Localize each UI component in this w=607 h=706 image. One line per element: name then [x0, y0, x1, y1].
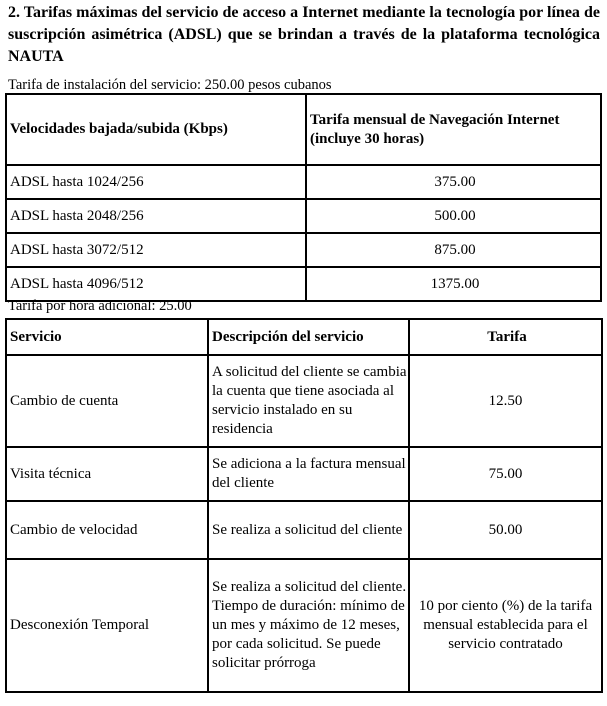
table-row	[6, 501, 602, 559]
speed-rates-table	[5, 93, 602, 302]
table-row	[6, 447, 602, 501]
service-cell: Desconexión Temporal	[6, 559, 208, 692]
rate-cell: 12.50	[409, 355, 602, 447]
service-cell: Cambio de cuenta	[6, 355, 208, 447]
description-cell: Se realiza a solicitud del cliente	[208, 501, 409, 559]
rate-cell: 875.00	[306, 233, 601, 267]
table-header-row	[6, 319, 602, 355]
rate-cell: 1375.00	[306, 267, 601, 301]
service-cell: Visita técnica	[6, 447, 208, 501]
speed-cell: ADSL hasta 1024/256	[6, 165, 306, 199]
header-service: Servicio	[6, 319, 208, 355]
header-rate: Tarifa	[409, 319, 602, 355]
table-row	[6, 233, 601, 267]
table-row	[6, 199, 601, 233]
header-description: Descripción del servicio	[208, 319, 409, 355]
table-header-row	[6, 94, 601, 165]
rate-cell: 375.00	[306, 165, 601, 199]
rate-cell: 10 por ciento (%) de la tarifa mensual establecida para el servicio contratado	[409, 559, 602, 692]
speed-cell: ADSL hasta 2048/256	[6, 199, 306, 233]
service-cell: Cambio de velocidad	[6, 501, 208, 559]
header-monthly-rate: Tarifa mensual de Navegación Internet (incluye 30 horas)	[306, 94, 601, 165]
table-row	[6, 267, 601, 301]
services-table	[5, 318, 603, 693]
rate-cell: 500.00	[306, 199, 601, 233]
description-cell: Se realiza a solicitud del cliente. Tiempo de duración: mínimo de un mes y máximo de 12 meses, por cada solicitud. Se puede solicitar prórroga	[208, 559, 409, 692]
table-row	[6, 165, 601, 199]
description-cell: Se adiciona a la factura mensual del cliente	[208, 447, 409, 501]
hourly-rate-note: Tarifa por hora adicional: 25.00	[8, 298, 192, 314]
speed-cell: ADSL hasta 3072/512	[6, 233, 306, 267]
description-cell: A solicitud del cliente se cambia la cuenta que tiene asociada al servicio instalado en su residencia	[208, 355, 409, 447]
section-heading: 2. Tarifas máximas del servicio de acceso a Internet mediante la tecnología por línea de suscripción asimétrica (ADSL) que se brindan a través de la plataforma tecnológica NAUTA	[8, 4, 600, 65]
installation-fee-note: Tarifa de instalación del servicio: 250.00 pesos cubanos	[8, 77, 332, 93]
table-row	[6, 559, 602, 692]
table-row	[6, 355, 602, 447]
speed-cell: ADSL hasta 4096/512	[6, 267, 306, 301]
rate-cell: 75.00	[409, 447, 602, 501]
rate-cell: 50.00	[409, 501, 602, 559]
header-speeds: Velocidades bajada/subida (Kbps)	[6, 94, 306, 165]
